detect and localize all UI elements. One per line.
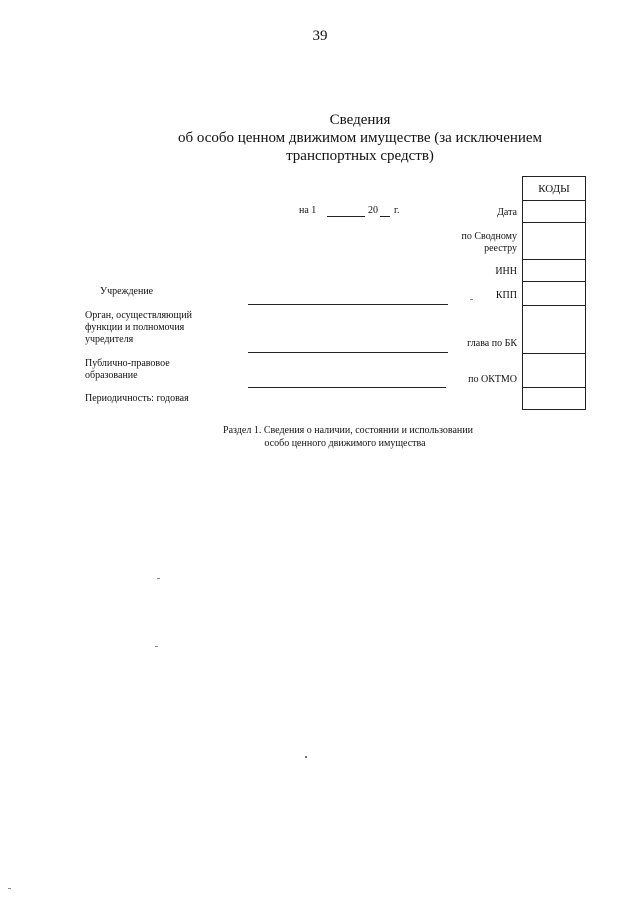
code-cell-periodicity[interactable] <box>523 388 586 410</box>
label-periodicity: Периодичность: годовая <box>85 393 189 404</box>
scan-mark <box>470 299 473 300</box>
code-cell-inn[interactable] <box>523 260 586 282</box>
date-year-prefix: 20 <box>368 205 378 216</box>
code-cell-oktmo[interactable] <box>523 354 586 388</box>
code-cell-svod-reestr[interactable] <box>523 223 586 260</box>
scan-mark <box>155 646 158 647</box>
document-title-line-1: Сведения <box>329 112 391 128</box>
codes-header: КОДЫ <box>523 177 586 201</box>
code-cell-date[interactable] <box>523 201 586 223</box>
page-number: 39 <box>312 28 328 44</box>
scan-mark <box>157 578 160 579</box>
section-heading-line1: Раздел 1. Сведения о наличии, состоянии и использовании <box>223 425 473 436</box>
label-svod-line1: по Сводному <box>461 231 517 242</box>
label-organ-line3: учредителя <box>85 334 134 345</box>
institution-blank[interactable] <box>248 304 448 305</box>
label-public-line2: образование <box>85 370 138 381</box>
section-heading-line2: особо ценного движимого имущества <box>264 438 426 449</box>
organ-blank[interactable] <box>248 352 448 353</box>
label-oktmo: по ОКТМО <box>468 374 517 385</box>
code-cell-bk[interactable] <box>523 306 586 354</box>
date-suffix: г. <box>394 205 400 216</box>
document-title-line-3: транспортных средств) <box>286 148 434 164</box>
date-prefix: на 1 <box>299 205 317 216</box>
label-institution: Учреждение <box>100 286 154 297</box>
label-organ-line2: функции и полномочия <box>85 322 185 333</box>
document-title-line-2: об особо ценном движимом имуществе (за исключением <box>177 130 543 146</box>
label-svod-line2: реестру <box>484 243 517 254</box>
date-day-month-blank[interactable] <box>327 216 365 217</box>
label-kpp: КПП <box>495 290 517 301</box>
codes-table <box>522 176 586 410</box>
scan-mark <box>8 888 11 889</box>
label-date: Дата <box>497 207 517 218</box>
code-cell-kpp[interactable] <box>523 282 586 306</box>
date-year-blank[interactable] <box>380 216 390 217</box>
label-public-line1: Публично-правовое <box>85 358 170 369</box>
label-bk: глава по БК <box>467 338 517 349</box>
public-entity-blank[interactable] <box>248 387 446 388</box>
scan-dot <box>305 756 307 758</box>
label-organ-line1: Орган, осуществляющий <box>85 310 192 321</box>
label-inn: ИНН <box>495 266 517 277</box>
